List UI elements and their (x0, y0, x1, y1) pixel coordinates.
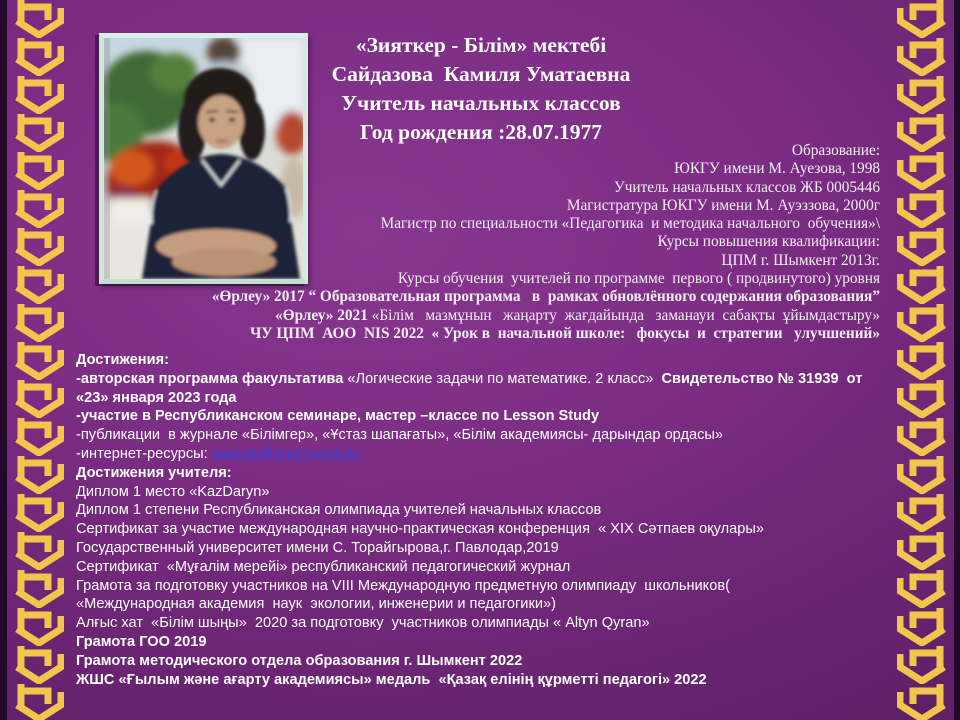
title-text: «Зияткер - Білім» мектебі (355, 33, 607, 57)
achievement-line (76, 614, 894, 633)
achievement-text: «Логические задачи по математике. 2 класс» (347, 370, 654, 387)
achievement-text: «23» января 2023 года (76, 389, 237, 406)
achievement-line (76, 426, 894, 445)
achievement-text: Диплом 1 степени Республиканская олимпиада учителей начальных классов (76, 502, 602, 519)
education-text: Курсы повышения квалификации: (657, 233, 880, 251)
achievement-line (76, 389, 894, 408)
achievement-line (76, 652, 894, 671)
education-text: « Урок в начальной школе: фокусы и стратегии улучшений» (427, 324, 880, 342)
achievement-text: Государственный университет имени С. Торайгырова,г. Павлодар,2019 (76, 539, 559, 556)
achievement-text: -интернет-ресурсы: (76, 445, 212, 462)
title-text: Год рождения :28.07.1977 (359, 120, 603, 144)
education-line (70, 160, 880, 178)
education-block (70, 142, 880, 343)
education-text: ЧУ ЦПМ АОО NIS 2022 (250, 324, 428, 342)
education-text: Курсы обучения учителей по программе первого ( продвинутого) уровня (397, 270, 880, 288)
title-block (298, 31, 664, 147)
achievements-block (76, 351, 894, 689)
education-text: Учитель начальных классов ЖБ 0005446 (613, 178, 880, 196)
achievement-text: Диплом 1 место «KazDaryn» (76, 483, 270, 500)
education-line (70, 288, 880, 306)
achievement-text: Достижения учителя: (76, 464, 232, 481)
achievement-text: -участие в Республиканском семинаре, мастер –классе по Lesson Study (76, 408, 600, 425)
achievement-line (76, 501, 894, 520)
zigzag-pattern-left-icon (8, 0, 64, 720)
achievement-line (76, 558, 894, 577)
education-line (70, 233, 880, 251)
achievement-line (76, 407, 894, 426)
achievement-line (76, 633, 894, 652)
website-link[interactable]: www.mektepzhurnal.kz (211, 445, 361, 462)
achievement-text: -авторская программа факультатива (76, 370, 348, 387)
achievement-line (76, 595, 894, 614)
achievement-line (76, 539, 894, 558)
achievement-text: Сертификат «Мұғалім мерейі» республиканский педагогический журнал (76, 558, 571, 575)
achievement-text: -публикации в журнале «Білімгер», «Ұстаз шапағаты», «Білім академиясы- дарындар ордасы» (76, 427, 723, 444)
achievement-line (76, 445, 894, 464)
achievement-line (76, 370, 894, 389)
education-line (70, 307, 880, 325)
achievement-text: Грамота ГОО 2019 (76, 633, 207, 650)
achievement-line (76, 464, 894, 483)
title-text: Учитель начальных классов (341, 91, 621, 115)
achievement-line (76, 577, 894, 596)
education-text: «Өрлеу» 2017 “ Образовательная программа в рамках обновлённого содержания образования” (211, 288, 880, 306)
achievement-text: Алғыс хат «Білім шыңы» 2020 за подготовку участников олимпиады « Altyn Qyran» (76, 615, 650, 632)
education-text: «Білім мазмұнын жаңарту жағдайында заманауи сабақты ұйымдастыру» (371, 306, 880, 324)
education-text: Образование: (791, 142, 880, 159)
education-text: «Өрлеу» 2021 (275, 306, 372, 324)
achievement-line (76, 351, 894, 370)
zigzag-border-right (896, 0, 960, 720)
education-line (70, 325, 880, 343)
title-text: Сайдазова Камиля Уматаевна (331, 62, 631, 86)
education-line (70, 215, 880, 233)
achievement-text: Грамота за подготовку участников на VIII Международную предметную олимпиаду школьников( (76, 577, 730, 594)
achievement-text: «Международная академия наук экологии, инженерии и педагогики») (76, 596, 556, 613)
education-line (70, 270, 880, 288)
education-text: Магистр по специальности «Педагогика и методика начального обучения»\ (380, 215, 880, 233)
education-line (70, 179, 880, 197)
achievement-text: Сертификат за участие международная научно-практическая конференция « XIX Сәтпаев оқулары» (76, 521, 764, 538)
achievement-text: Достижения: (76, 352, 169, 368)
achievement-line (76, 671, 894, 690)
title-line (298, 31, 664, 60)
achievement-text: ЖШС «Ғылым және ағарту академиясы» медаль «Қазақ елінің құрметті педагогі» 2022 (76, 671, 707, 688)
title-line (298, 89, 664, 118)
zigzag-border-left (0, 0, 68, 720)
education-line (70, 252, 880, 270)
achievement-text: Грамота методического отдела образования г. Шымкент 2022 (76, 652, 523, 669)
dark-edge-strip-right (954, 0, 960, 720)
achievement-line (76, 520, 894, 539)
education-line (70, 197, 880, 215)
education-text: Магистратура ЮКГУ имени М. Ауэззова, 2000г (566, 196, 880, 214)
title-line (298, 60, 664, 89)
education-text: ЦПМ г. Шымкент 2013г. (721, 251, 880, 269)
zigzag-pattern-right-icon (897, 0, 953, 720)
education-line (70, 142, 880, 160)
dark-edge-strip-left (0, 0, 7, 720)
achievement-text: Свидетельство № 31939 от (653, 370, 863, 387)
education-text: ЮКГУ имени М. Ауезова, 1998 (674, 160, 880, 178)
achievement-line (76, 483, 894, 502)
